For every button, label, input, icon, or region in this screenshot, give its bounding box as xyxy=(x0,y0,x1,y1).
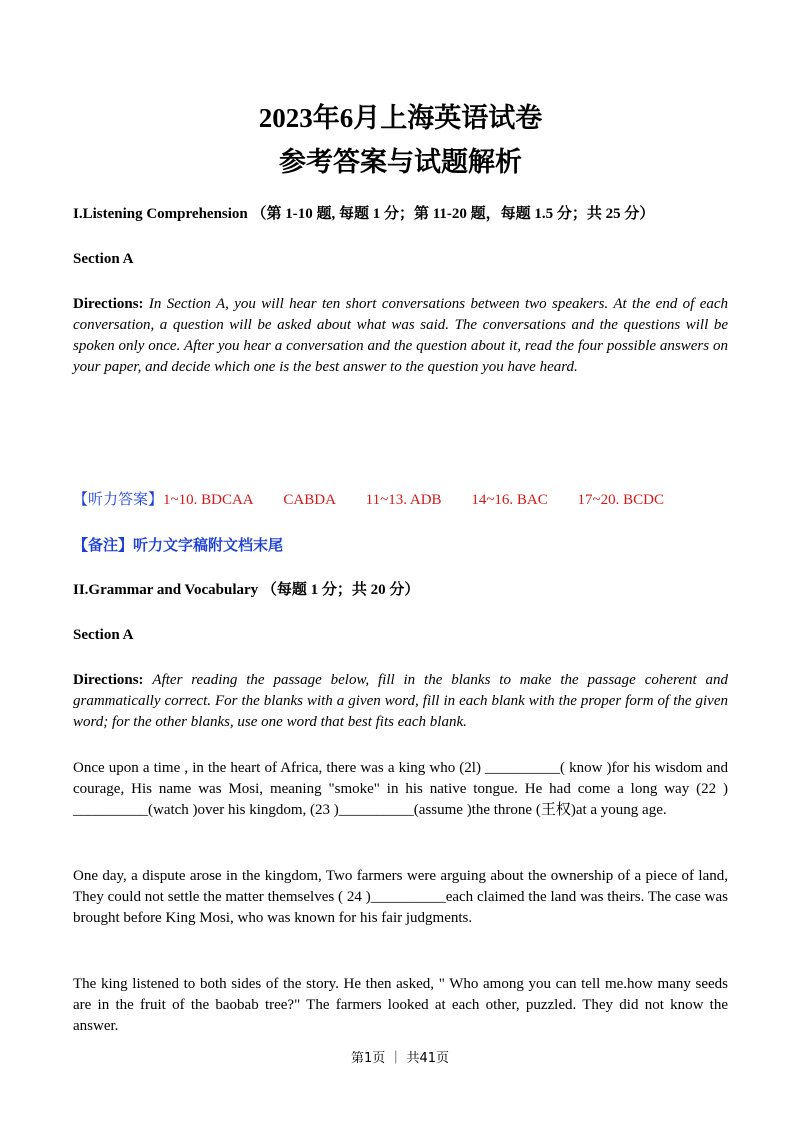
title-block xyxy=(73,96,728,184)
answer-group: 17~20. BCDC xyxy=(577,492,664,508)
part1-directions-text: In Section A, you will hear ten short conversations between two speakers. At the end of each conversation, a question will be asked about what was said. The conversations and the questions will be spoken only once. After you hear a conversation and the question about it, read the four possible answers on your paper, and decide which one is the best answer to the question you have heard. xyxy=(73,296,729,375)
part2-score-note: （每题 1 分；共 20 分） xyxy=(261,582,420,598)
part2-directions-text: After reading the passage below, fill in the blanks to make the passage coherent and grammatically correct. For the blanks with a given word, fill in each blank with the proper form of the given word; for the other blanks, use one word that best fits each blank. xyxy=(73,672,728,730)
listening-answers xyxy=(73,490,728,511)
passage-paragraph: The king listened to both sides of the story. He then asked, " Who among you can tell me.how many seeds are in the fruit of the baobab tree?" The farmers looked at each other, puzzled. They did not know the answer. xyxy=(73,976,728,1034)
part2-directions-label: Directions: xyxy=(73,672,144,688)
part2-heading xyxy=(73,580,728,601)
doc-subtitle: 参考答案与试题解析 xyxy=(279,147,522,177)
doc-title: 2023年6月上海英语试卷 xyxy=(258,103,543,133)
part1-directions xyxy=(73,294,728,378)
answer-group: 14~16. BAC xyxy=(471,492,548,508)
answer-group: 11~13. ADB xyxy=(365,492,442,508)
passage-paragraph: One day, a dispute arose in the kingdom, Two farmers were arguing about the ownership of a piece of land, They could not settle the matter themselves ( 24 )__________each claimed the land was theirs. The case was brought before King Mosi, who was known for his fair judgments. xyxy=(73,868,728,926)
page-footer: 第1页 ｜ 共41页 xyxy=(350,1051,450,1066)
part1-score-note: （第 1-10 题, 每题 1 分；第 11-20 题，每题 1.5 分；共 25 分） xyxy=(251,206,655,222)
part2-section-label: Section A xyxy=(73,627,134,643)
part1-directions-label: Directions: xyxy=(73,296,144,312)
part1-section-label: Section A xyxy=(73,251,134,267)
part1-heading xyxy=(73,204,728,225)
remark-note: 【备注】听力文字稿附文档末尾 xyxy=(73,538,284,554)
answers-label: 【听力答案】 xyxy=(73,492,164,508)
passage-paragraph: Once upon a time , in the heart of Africa, there was a king who (2l) __________( know )for his wisdom and courage, His name was Mosi, meaning "smoke" in his native tongue. He had come a long way (22 ) __________(watch )over his kingdom, (23 )__________(assume )the throne (王权)at a young age. xyxy=(73,760,728,818)
part1-heading-text: I.Listening Comprehension xyxy=(73,206,248,222)
part2-heading-text: II.Grammar and Vocabulary xyxy=(73,582,259,598)
part2-directions xyxy=(73,670,728,733)
answer-group: 1~10. BDCAA xyxy=(163,492,254,508)
answer-group: CABDA xyxy=(283,492,336,508)
